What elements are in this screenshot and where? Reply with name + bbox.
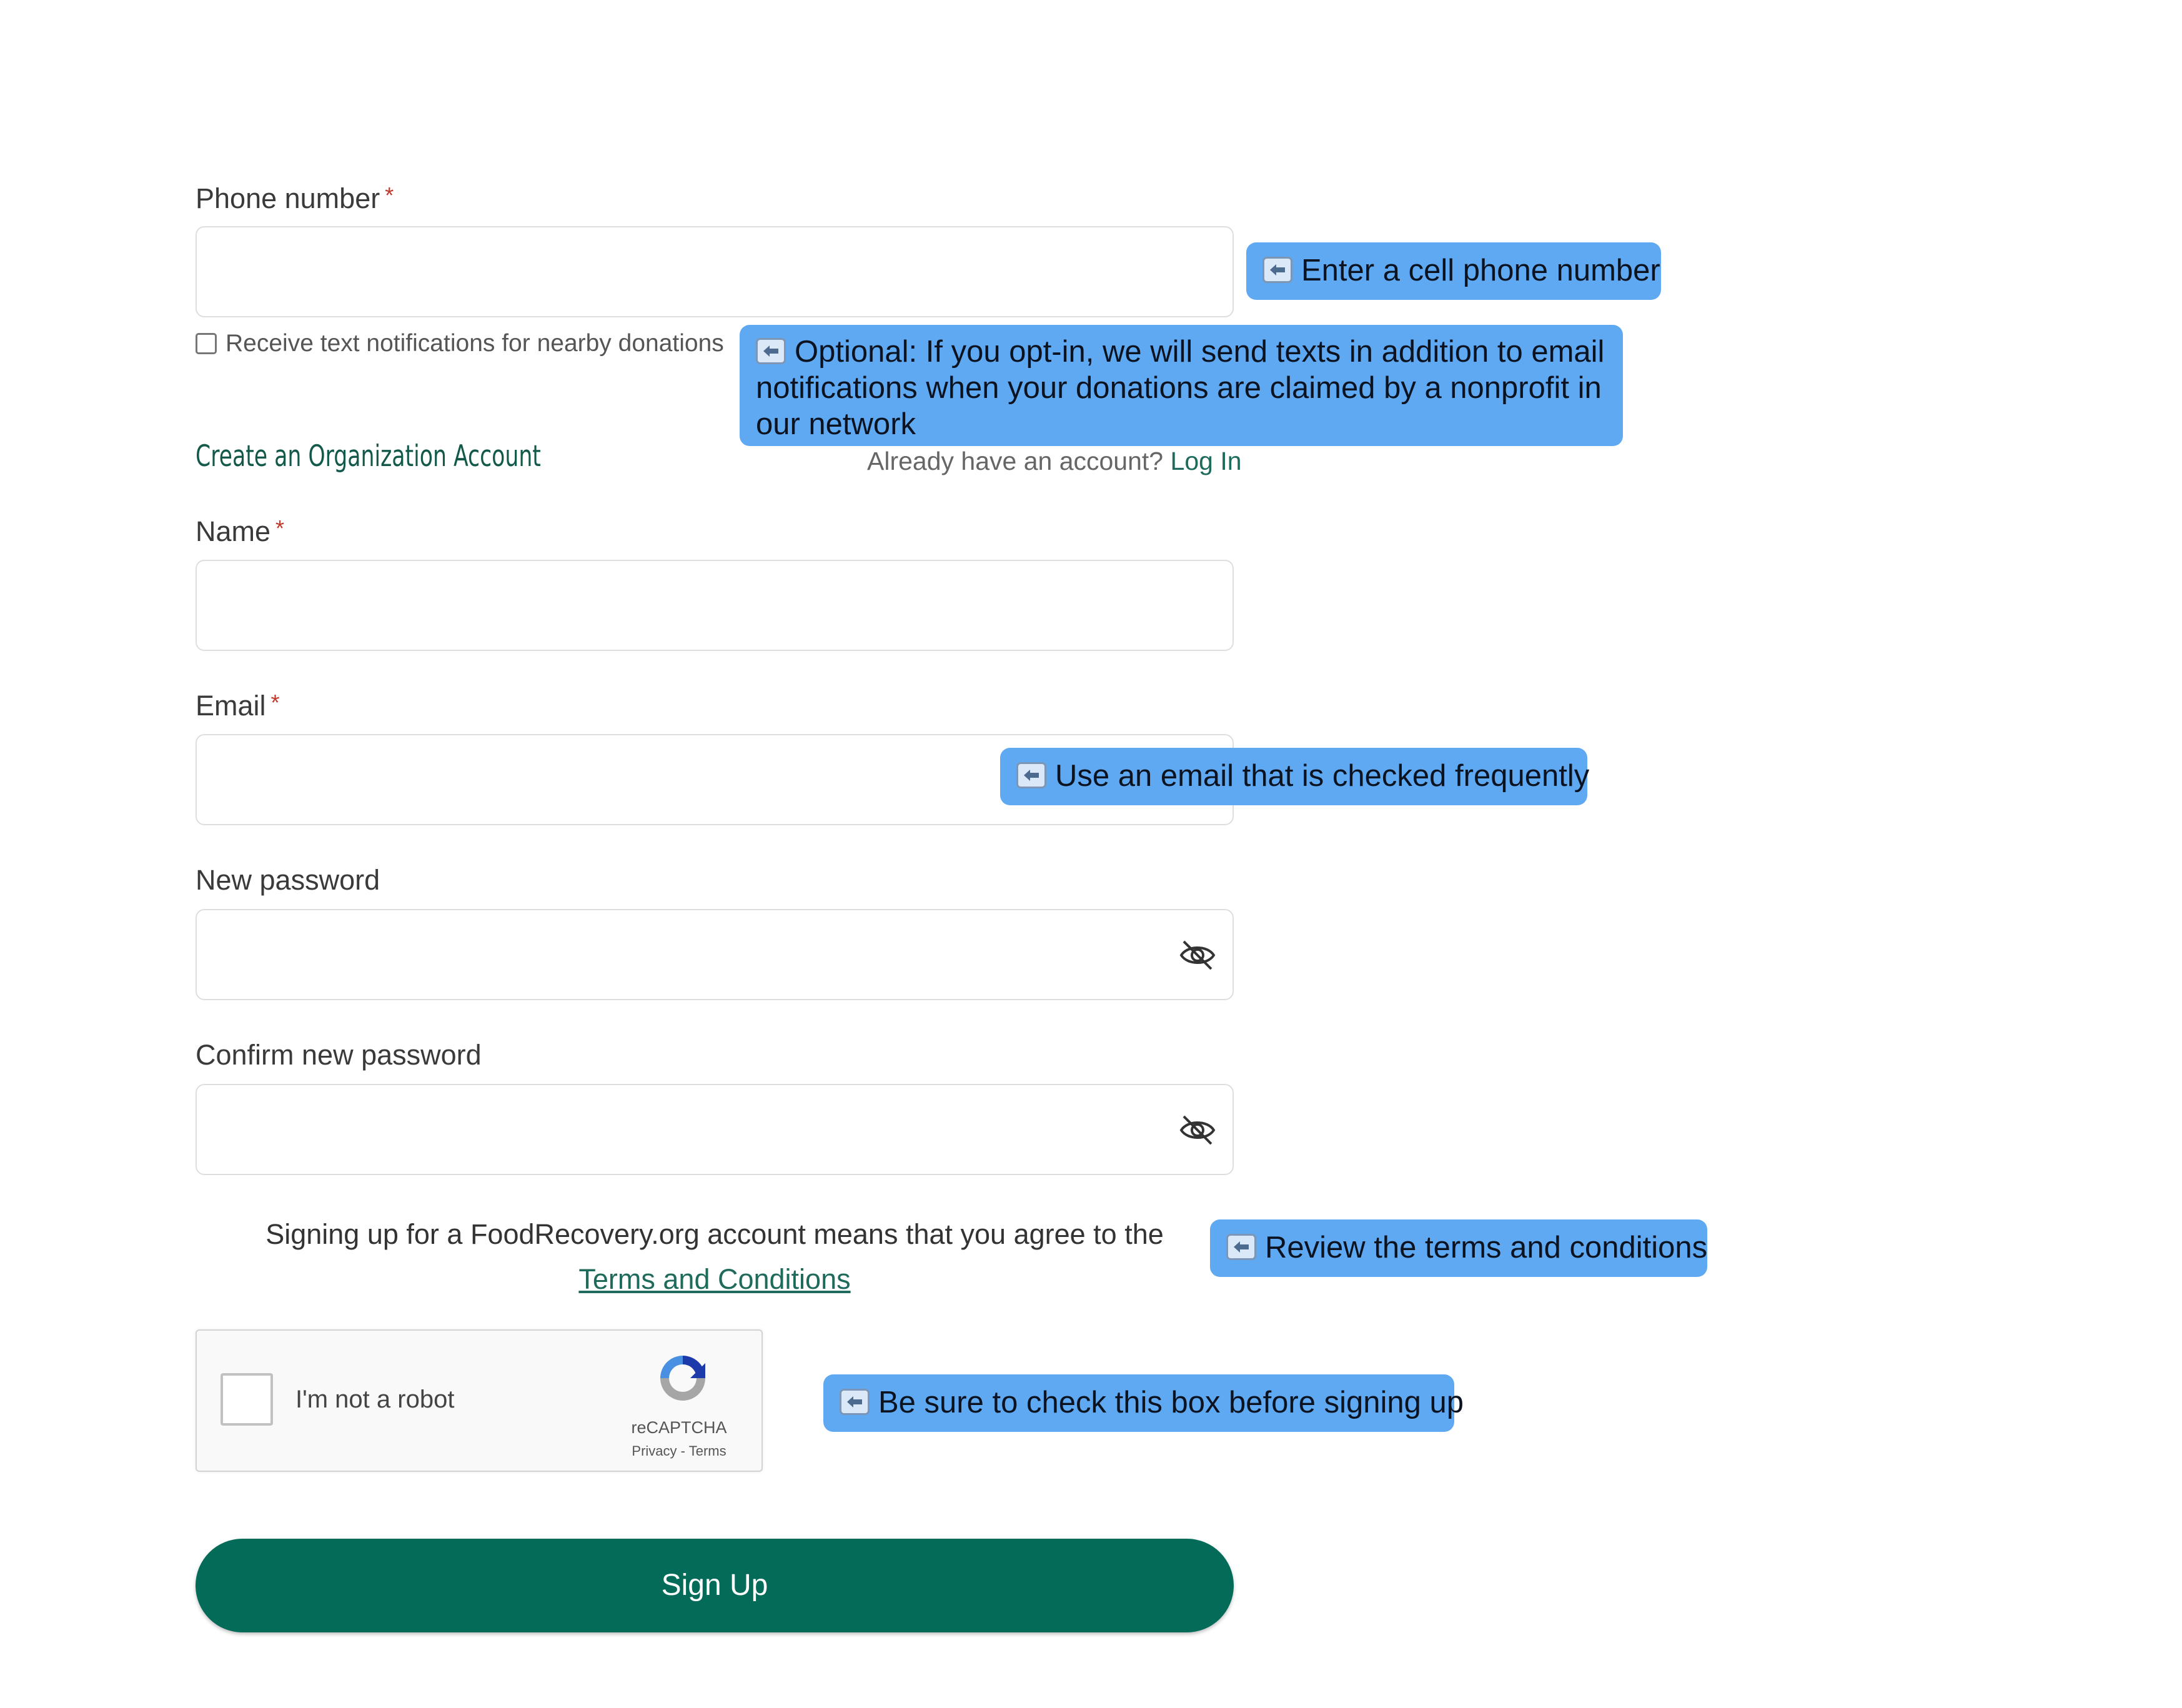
email-label	[196, 690, 280, 722]
recaptcha-separator: -	[680, 1443, 685, 1459]
confirm-password-input[interactable]	[196, 1084, 1234, 1175]
phone-input[interactable]	[196, 226, 1234, 317]
tip-optin	[740, 325, 1623, 446]
arrow-left-icon	[756, 338, 786, 364]
required-mark: *	[270, 690, 280, 715]
required-mark: *	[275, 515, 285, 541]
page-title: Create an Organization Account	[196, 439, 541, 474]
recaptcha-checkbox[interactable]	[221, 1373, 273, 1426]
tip-optin-text: Optional: If you opt-in, we will send texts in addition to email notifications when your donations are claimed by a nonprofit in our network	[756, 335, 1605, 441]
login-link[interactable]: Log In	[1170, 447, 1242, 475]
arrow-left-icon	[840, 1389, 870, 1415]
have-account-text: Already have an account?	[867, 447, 1164, 475]
recaptcha-terms-link[interactable]: Terms	[688, 1443, 727, 1459]
recaptcha-brand: reCAPTCHA	[631, 1418, 727, 1437]
email-label-text: Email	[196, 690, 266, 722]
terms-notice	[196, 1212, 1234, 1302]
sms-optin-label: Receive text notifications for nearby donations	[226, 330, 724, 357]
arrow-left-icon	[1016, 762, 1046, 788]
recaptcha-label: I'm not a robot	[295, 1386, 455, 1413]
arrow-left-icon	[1226, 1234, 1256, 1260]
tip-email-text: Use an email that is checked frequently	[1055, 759, 1590, 793]
recaptcha-widget	[196, 1329, 763, 1472]
eye-off-icon[interactable]	[1179, 1113, 1216, 1148]
arrow-left-icon	[1262, 257, 1292, 283]
confirm-password-label: Confirm new password	[196, 1039, 482, 1071]
recaptcha-links	[592, 1443, 766, 1459]
tip-captcha	[823, 1374, 1464, 1432]
terms-text: Signing up for a FoodRecovery.org account means that you agree to the	[265, 1218, 1164, 1250]
signup-button[interactable]: Sign Up	[196, 1539, 1234, 1632]
tip-phone-text: Enter a cell phone number	[1301, 254, 1660, 287]
phone-label-text: Phone number	[196, 182, 380, 214]
eye-off-icon[interactable]	[1179, 938, 1216, 973]
tip-email	[1000, 748, 1590, 805]
tip-terms	[1210, 1219, 1707, 1277]
tip-terms-text: Review the terms and conditions	[1265, 1231, 1708, 1264]
recaptcha-privacy-link[interactable]: Privacy	[632, 1443, 677, 1459]
tip-captcha-text: Be sure to check this box before signing up	[878, 1386, 1464, 1419]
login-prompt	[867, 447, 1242, 476]
new-password-label: New password	[196, 864, 380, 896]
terms-link[interactable]: Terms and Conditions	[578, 1263, 851, 1295]
recaptcha-logo-icon	[653, 1348, 713, 1411]
new-password-input[interactable]	[196, 909, 1234, 1000]
name-label-text: Name	[196, 515, 271, 547]
tip-phone	[1246, 242, 1661, 300]
name-label	[196, 515, 284, 548]
phone-label	[196, 182, 394, 215]
name-input[interactable]	[196, 560, 1234, 651]
required-mark: *	[385, 182, 394, 208]
sms-optin[interactable]	[196, 330, 724, 357]
sms-optin-checkbox[interactable]	[196, 333, 217, 354]
